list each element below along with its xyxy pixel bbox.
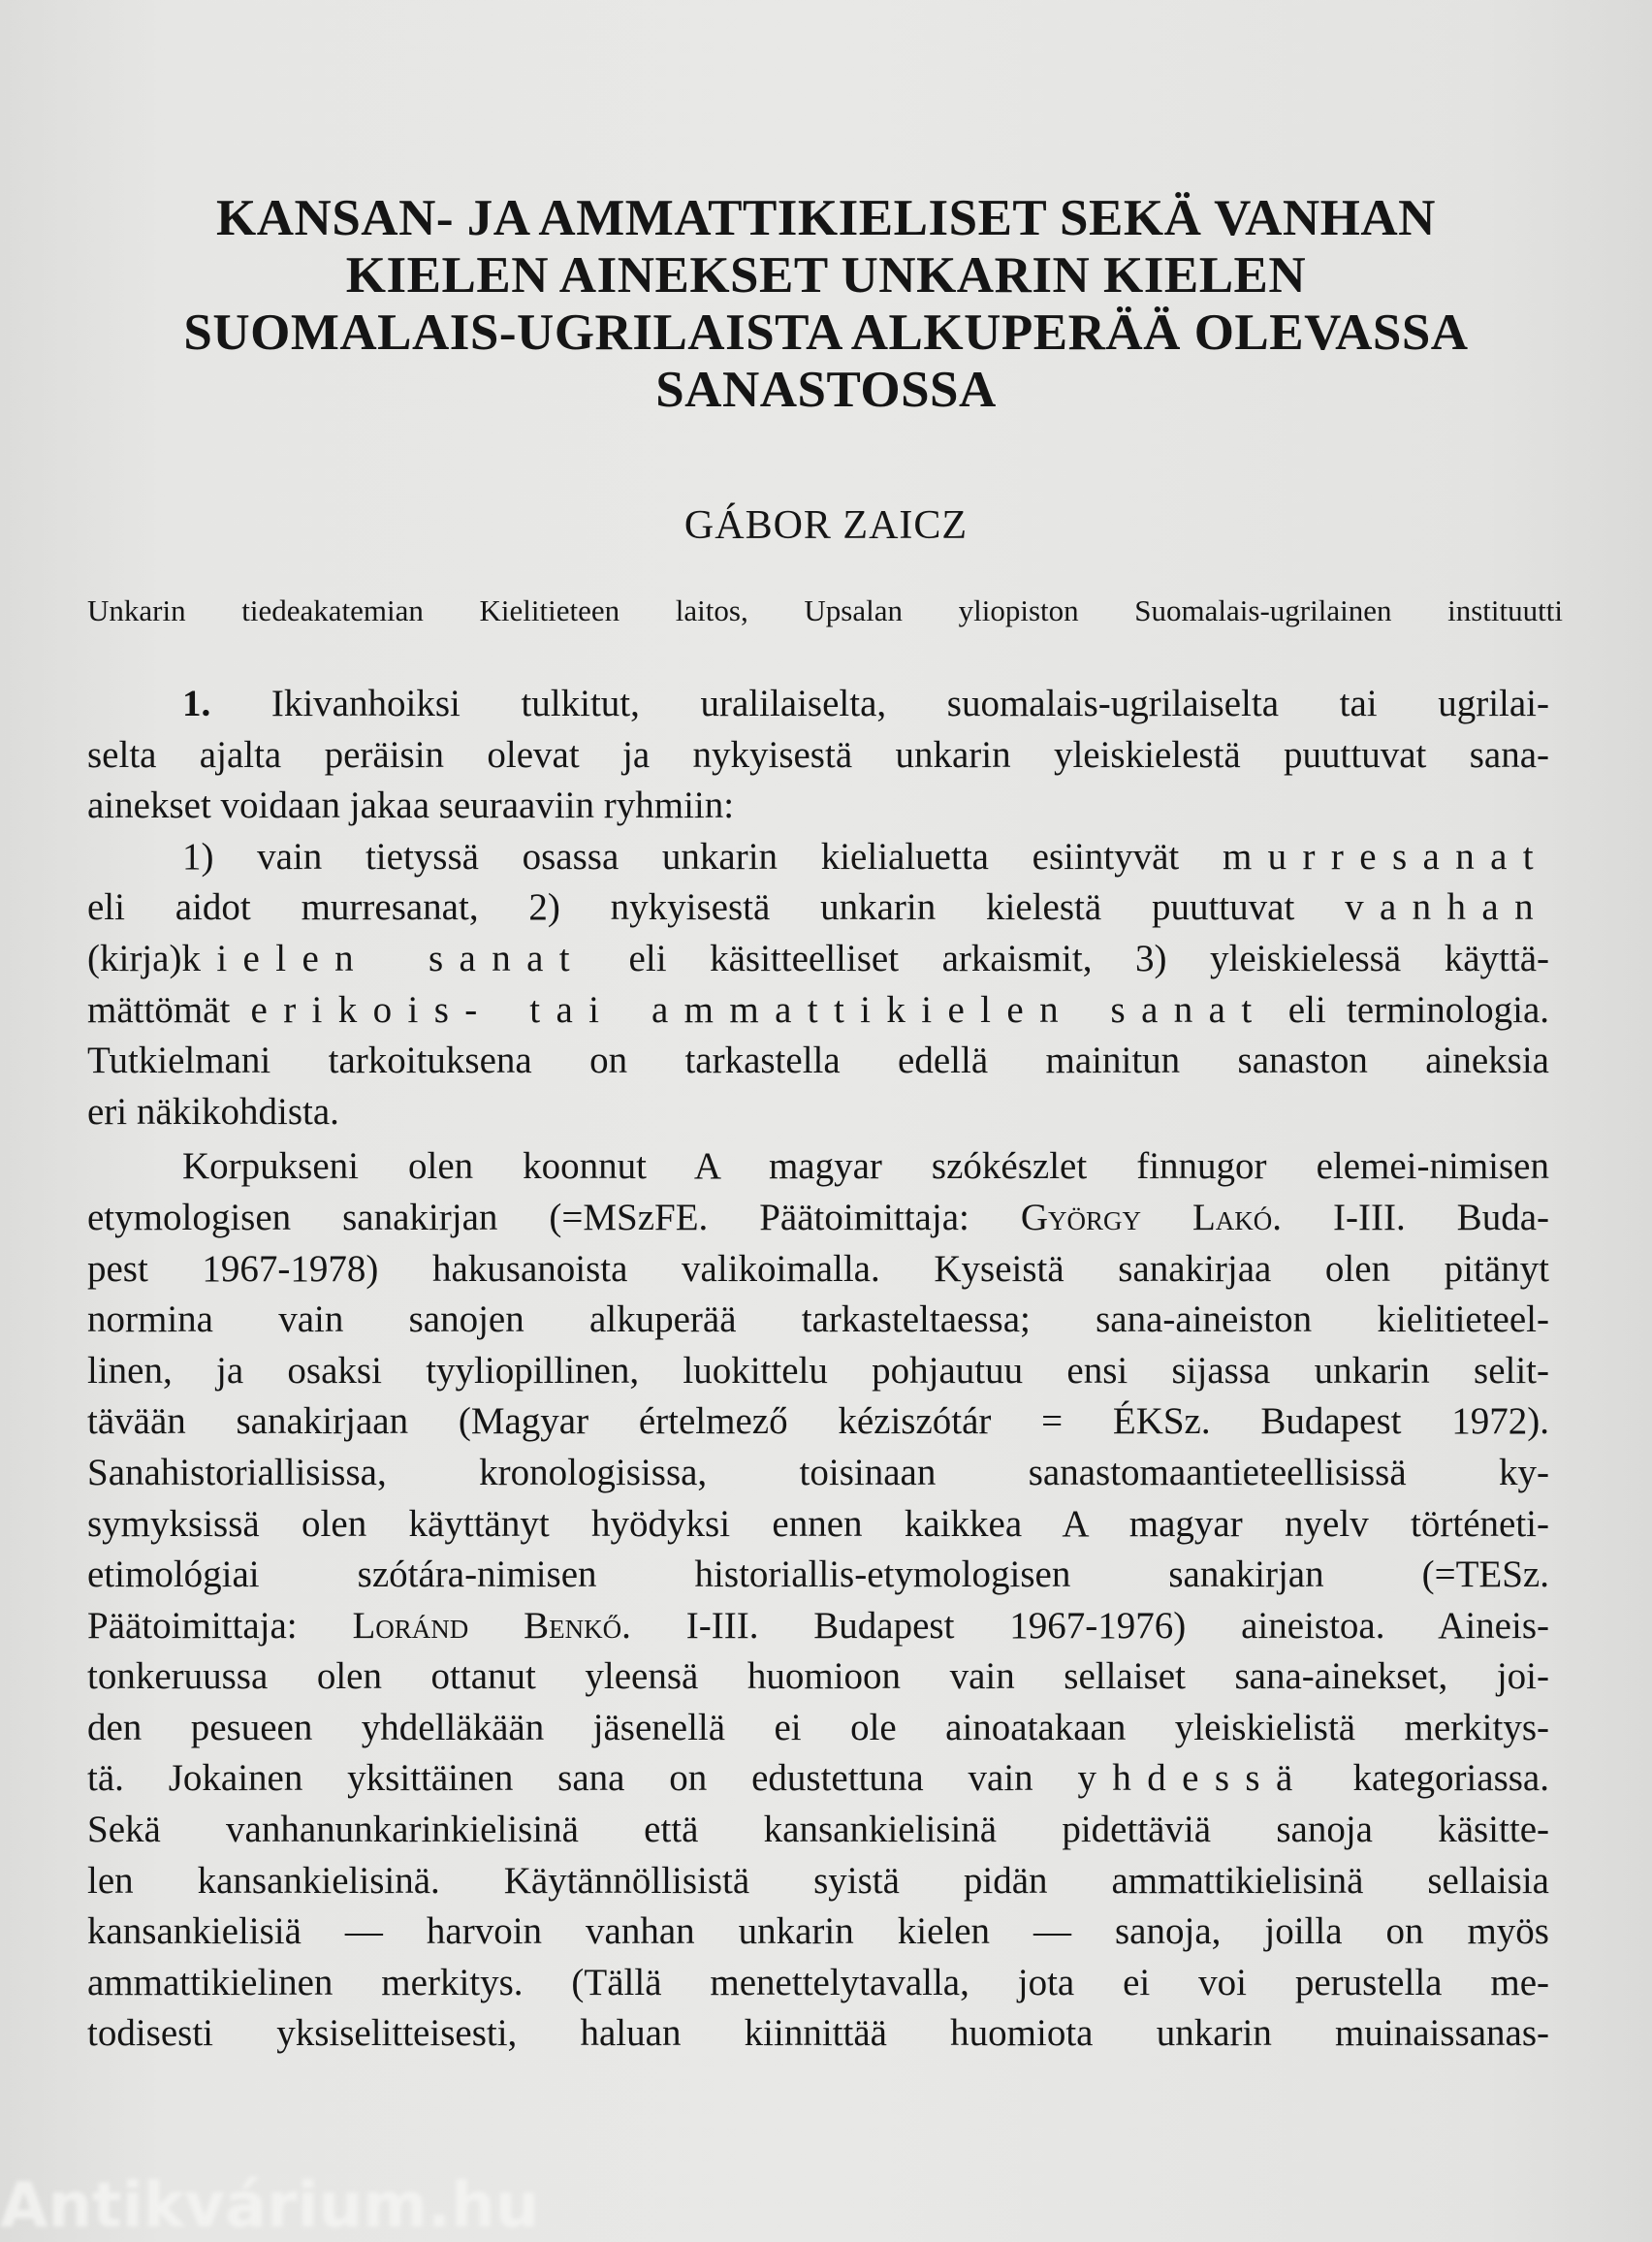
author-name-ref: György Lakó — [1020, 1196, 1273, 1238]
text-run: symyksissä olen käyttänyt hyödyksi ennen kaikkea A magyar nyelv történeti- — [87, 1502, 1549, 1545]
text-run: etymologisen sanakirjan (=MSzFE. Päätoimittaja: — [87, 1196, 1021, 1238]
text-line — [87, 1601, 1549, 1652]
author-name: GÁBOR ZAICZ — [683, 503, 969, 548]
text-line — [87, 1753, 1549, 1805]
spaced-term: erikois- tai ammattikielen sanat — [250, 988, 1268, 1031]
text-line — [87, 1651, 1549, 1703]
author-affiliation: Unkarin tiedeakatemian Kielitieteen laitos, Upsalan yliopiston Suomalais-ugrilainen instituutti — [87, 593, 1563, 627]
text-run: normina vain sanojen alkuperää tarkasteltaessa; sana-aineiston kielitieteel- — [87, 1298, 1549, 1341]
text-run: kansankielisiä — harvoin vanhan unkarin kielen — sanoja, joilla on myös — [87, 1910, 1549, 1953]
text-run: . I-III. Buda- — [1272, 1196, 1549, 1238]
text-line — [87, 730, 1549, 782]
spaced-term: murresanat — [1222, 835, 1549, 878]
text-line — [87, 1703, 1549, 1754]
text-line — [87, 1036, 1549, 1087]
text-run: . I-III. Budapest 1967-1976) aineistoa. Aineis- — [621, 1604, 1549, 1647]
text-run: den pesueen yhdelläkään jäsenellä ei ole ainoatakaan yleiskielistä merkitys- — [87, 1706, 1549, 1748]
paragraph — [87, 1141, 1549, 2060]
text-run: Päätoimittaja: — [87, 1604, 353, 1647]
spaced-term: kielen sanat — [181, 937, 586, 979]
text-line — [87, 985, 1549, 1037]
text-run: linen, ja osaksi tyyliopillinen, luokittelu pohjautuu ensi sijassa unkarin selit- — [87, 1349, 1549, 1392]
text-line — [87, 1805, 1549, 1856]
text-run: eri näkikohdista. — [87, 1090, 339, 1133]
author-name-ref: Loránd Benkő — [352, 1604, 622, 1647]
text-run: etimológiai szótára-nimisen historiallis-etymologisen sanakirjan (=TESz. — [87, 1553, 1549, 1596]
text-run: tonkeruussa olen ottanut yleensä huomioon vain sellaiset sana-ainekset, joi- — [87, 1655, 1549, 1698]
watermark-logo: Antikvárium.hu — [0, 2170, 540, 2242]
text-line — [87, 2008, 1549, 2060]
text-line — [87, 1958, 1549, 2009]
text-line — [87, 1448, 1549, 1499]
text-run: ammattikielinen merkitys. (Tällä menettelytavalla, jota ei voi perustella me- — [87, 1961, 1549, 2003]
text-run: mättömät — [87, 988, 251, 1031]
article-title — [0, 190, 1652, 419]
text-line — [87, 1396, 1549, 1448]
text-run: Tutkielmani tarkoituksena on tarkastella edellä mainitun sanaston aineksia — [87, 1040, 1549, 1082]
title-line: SUOMALAIS-UGRILAISTA ALKUPERÄÄ OLEVASSA — [183, 304, 1469, 361]
text-line — [87, 1856, 1549, 1907]
text-run: eli terminologia. — [1267, 988, 1549, 1031]
text-line — [87, 1141, 1549, 1193]
text-run: pest 1967-1978) hakusanoista valikoimalla. Kyseistä sanakirjaa olen pitänyt — [87, 1247, 1549, 1290]
text-line — [87, 1550, 1549, 1601]
text-line — [87, 1346, 1549, 1397]
text-run: Ikivanhoiksi tulkitut, uralilaiselta, suomalais-ugrilaiselta tai ugrilai- — [270, 683, 1549, 724]
text-run: tävään sanakirjaan (Magyar értelmező kéziszótár = ÉKSz. Budapest 1972). — [87, 1400, 1549, 1443]
text-line — [87, 1906, 1549, 1958]
text-run: eli käsitteelliset arkaismit, 3) yleiskielessä käyttä- — [586, 937, 1550, 979]
title-line: KIELEN AINEKSET UNKARIN KIELEN — [345, 247, 1307, 304]
text-run: ainekset voidaan jakaa seuraaviin ryhmiin: — [87, 785, 735, 827]
article-body — [87, 679, 1549, 2060]
text-line — [87, 781, 1549, 832]
text-line — [87, 882, 1549, 934]
text-run: todisesti yksiselitteisesti, haluan kiinnittää huomiota unkarin muinaissanas- — [87, 2012, 1549, 2055]
paragraph — [87, 679, 1549, 1137]
text-run: kategoriassa. — [1308, 1757, 1549, 1800]
text-run: 1. — [182, 683, 271, 724]
title-line: KANSAN- JA AMMATTIKIELISET SEKÄ VANHAN — [216, 190, 1436, 246]
text-run: Sanahistoriallisissa, kronologisissa, toisinaan sanastomaantieteellisissä ky- — [87, 1451, 1549, 1493]
text-run: 1) vain tietyssä osassa unkarin kielialuetta esiintyvät — [182, 835, 1223, 878]
text-line — [87, 1193, 1549, 1244]
text-line — [87, 1295, 1549, 1346]
text-run: Sekä vanhanunkarinkielisinä että kansankielisinä pidettäviä sanoja käsitte- — [87, 1809, 1549, 1851]
text-line — [87, 1244, 1549, 1296]
spaced-term: yhdessä — [1077, 1757, 1309, 1800]
text-line — [87, 679, 1549, 730]
text-run: len kansankielisinä. Käytännöllisistä syistä pidän ammattikielisinä sellaisia — [87, 1859, 1549, 1902]
spaced-term: vanhan — [1345, 886, 1549, 929]
text-line — [87, 832, 1549, 883]
text-run: eli aidot murresanat, 2) nykyisestä unkarin kielestä puuttuvat — [87, 886, 1346, 929]
text-line — [87, 934, 1549, 985]
title-line: SANASTOSSA — [655, 362, 997, 418]
text-line — [87, 1087, 1549, 1138]
text-run: selta ajalta peräisin olevat ja nykyisestä unkarin yleiskielestä puuttuvat sana- — [87, 733, 1549, 776]
text-run: tä. Jokainen yksittäinen sana on edustettuna vain — [87, 1757, 1078, 1800]
text-run: Korpukseni olen koonnut A magyar szókészlet finnugor elemei-nimisen — [182, 1145, 1549, 1188]
text-run: (kirja) — [87, 937, 182, 979]
text-line — [87, 1499, 1549, 1551]
